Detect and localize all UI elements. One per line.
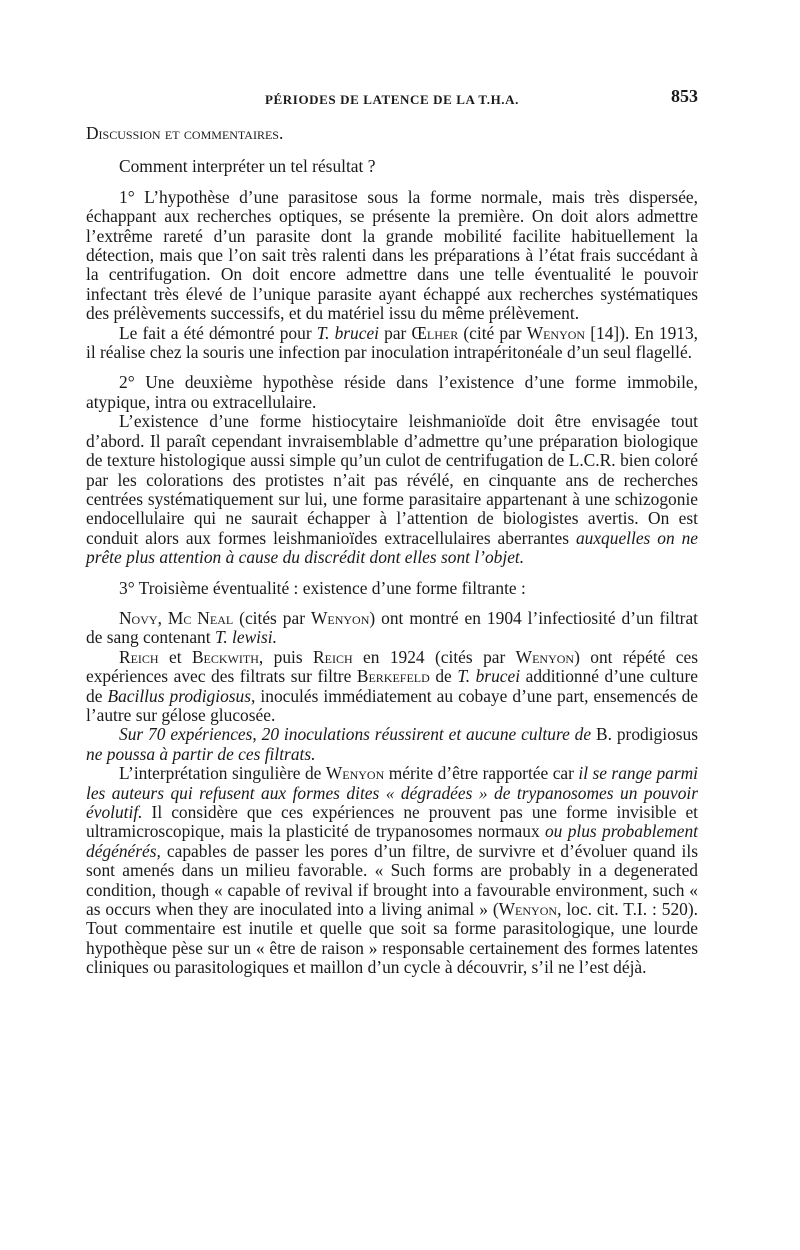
section-heading: Discussion et commentaires. xyxy=(86,123,284,143)
paragraph-reich-beckwith: Reich et Beckwith, puis Reich en 1924 (cités par Wenyon) ont répété ces expériences avec des filtrats sur filtre Berkefeld de T. brucei additionné d’une culture de Bacillus prodigiosus, inoculés immédiatement au cobaye d’une part, ensemencés de l’autre sur gélose glucosée. xyxy=(86,646,698,725)
article-body xyxy=(86,124,698,978)
paragraph-brucei-demonstration: Le fait a été démontré pour T. brucei par Œlher (cité par Wenyon [14]). En 1913, il réalise chez la souris une infection par inoculation intrapéritonéale d’un seul flagellé. xyxy=(86,322,699,363)
paragraph-hypothesis-2: 2° Une deuxième hypothèse réside dans l’existence d’une forme immobile, atypique, intra ou extracellulaire. xyxy=(86,372,698,412)
paragraph-novy-mcneal: Novy, Mc Neal (cités par Wenyon) ont montré en 1904 l’infectiosité d’un filtrat de sang contenant T. lewisi. xyxy=(86,607,698,648)
page-header xyxy=(86,86,698,116)
page-number: 853 xyxy=(671,86,698,106)
paragraph-hypothesis-3: 3° Troisième éventualité : existence d’une forme filtrante : xyxy=(119,577,526,598)
paragraph-question: Comment interpréter un tel résultat ? xyxy=(119,156,376,177)
running-title: PÉRIODES DE LATENCE DE LA T.H.A. xyxy=(265,92,519,107)
paragraph-hypothesis-1: 1° L’hypothèse d’une parasitose sous la forme normale, mais très dispersée, échappant aux recherches optiques, se présente la première. On doit alors admettre l’extrême rareté d’un parasite dont la grande mobilité facilite habituellement la détection, mais que l’on sait très ralenti dans les préparations à l’état frais succédant à la centrifugation. On doit encore admettre dans une telle éventualité le pouvoir infectant très élevé de l’unique parasite ayant échappé aux recherches systématiques des prélèvements successifs, et du matériel issu du même prélèvement. xyxy=(86,186,698,324)
paragraph-wenyon-interpretation: L’interprétation singulière de Wenyon mérite d’être rapportée car il se range parmi les auteurs qui refusent aux formes dites « dégradées » de trypanosomes un pouvoir évolutif. Il considère que ces expériences ne prouvent pas une forme invisible et ultramicroscopique, mais la plasticité de trypanosomes normaux ou plus probablement dégénérés, capables de passer les pores d’un filtre, de survivre et d’évoluer quand ils sont amenés dans un milieu favorable. « Such forms are probably in a degenerated condition, though « capable of revival if brought into a favourable environment, such « as occurs when they are inoculated into a living animal » (Wenyon, loc. cit. T.I. : 520). Tout commentaire est inutile et quelle que soit sa forme parasitologique, une lourde hypothèque pèse sur un « être de raison » responsable certainement des formes latentes cliniques ou parasitologiques et maillon d’un cycle à découvrir, s’il ne l’est déjà. xyxy=(86,763,698,978)
paragraph-leishmanioid-form: L’existence d’une forme histiocytaire leishmanioïde doit être envisagée tout d’abord. Il paraît cependant invraisemblable d’admettre qu’une préparation biologique de texture histologique aussi simple qu’un culot de centrifugation de L.C.R. bien coloré par les colorations des protistes n’ait pas révélé, en cinquante ans de recherches centrées systématiquement sur lui, une forme parasitaire appartenant à une schizogonie endocellulaire qui ne saurait échapper à l’attention de biologistes avertis. On est conduit alors aux formes leishmanioïdes extracellulaires aberrantes auxquelles on ne prête plus attention à cause du discrédit dont elles sont l’objet. xyxy=(86,411,698,568)
paragraph-experiment-results: Sur 70 expériences, 20 inoculations réussirent et aucune culture de B. prodigiosus ne poussa à partir de ces filtrats. xyxy=(86,724,699,764)
